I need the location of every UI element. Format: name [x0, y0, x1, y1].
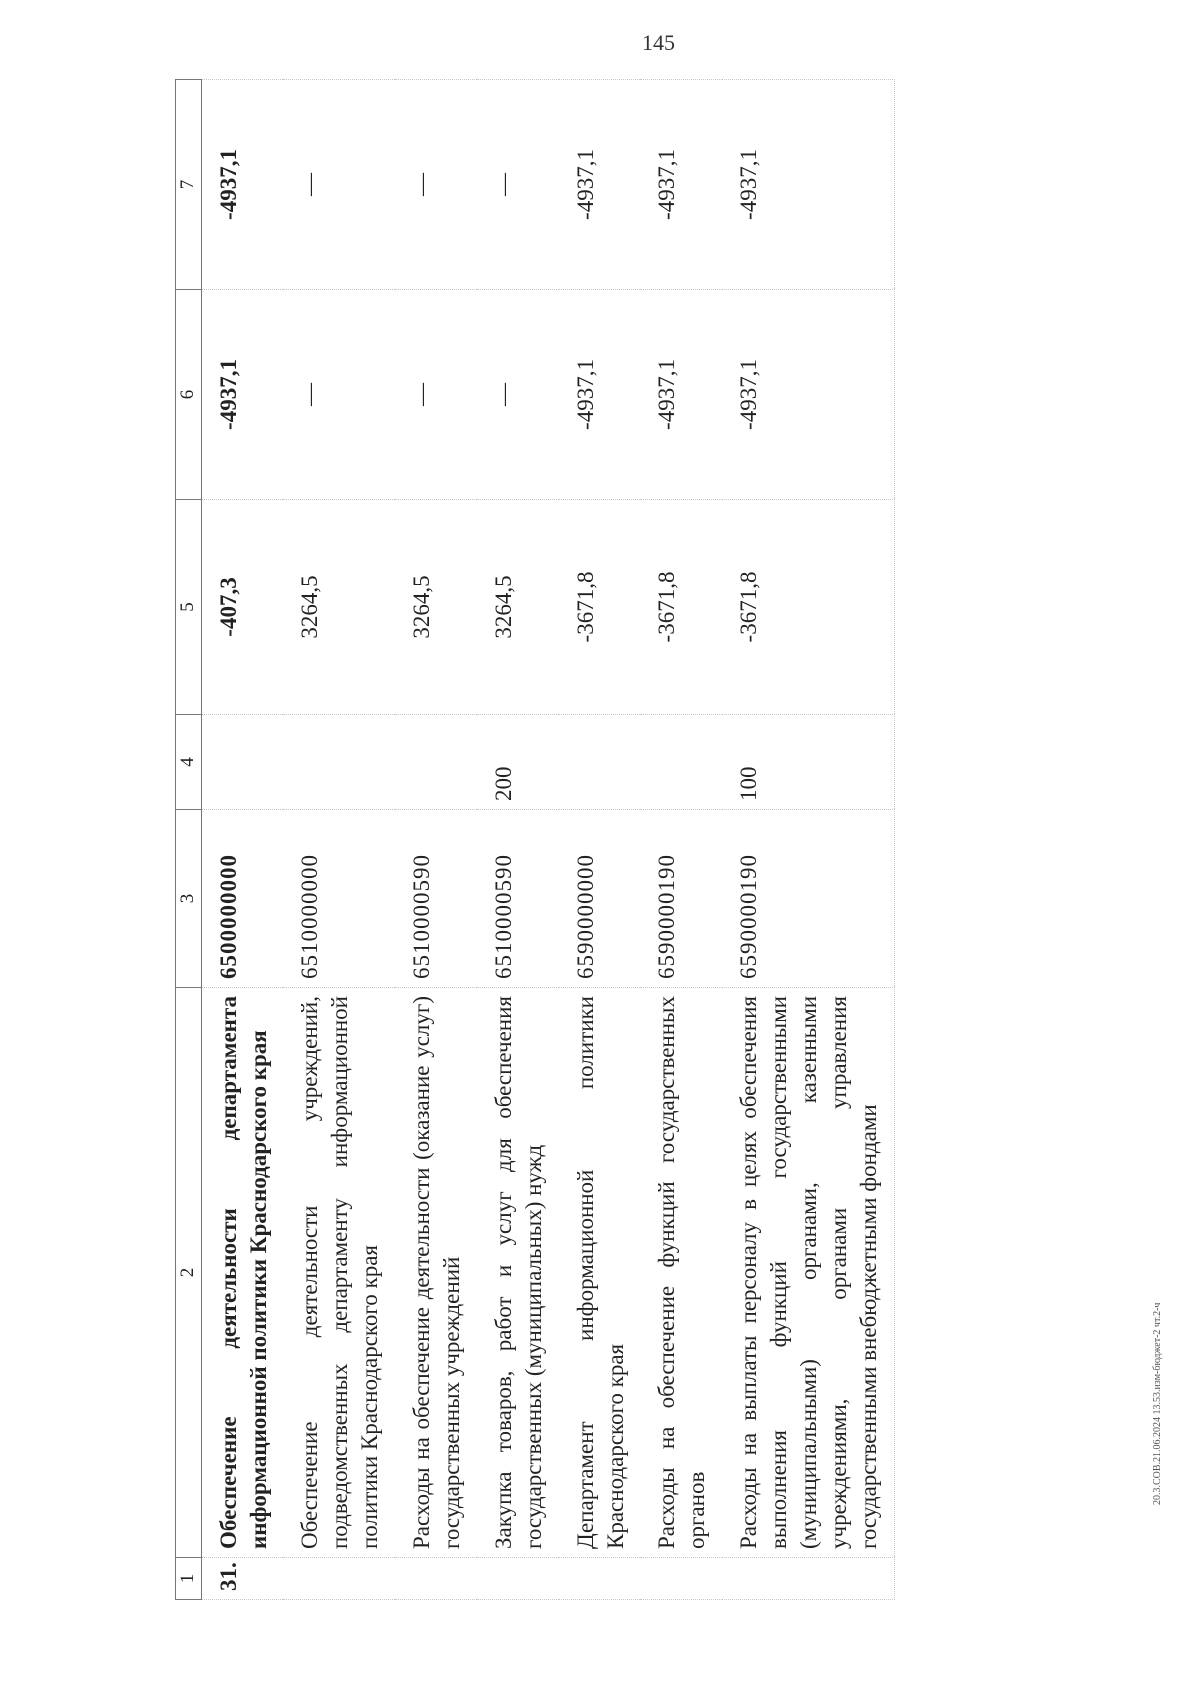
rotated-page-content [175, 80, 1200, 1600]
amount-col5: -407,3 [201, 500, 283, 715]
target-article-code: 6590000190 [640, 810, 722, 988]
amount-col6: — [283, 290, 395, 500]
column-header: 1 [176, 1558, 202, 1600]
column-header: 3 [176, 810, 202, 988]
column-header: 7 [176, 80, 202, 290]
amount-col5: -3671,8 [640, 500, 722, 715]
amount-col5: 3264,5 [283, 500, 395, 715]
amount-col7: — [283, 80, 395, 290]
target-article-code: 6510000000 [283, 810, 395, 988]
column-header: 5 [176, 500, 202, 715]
expense-type-code [283, 715, 395, 810]
row-number [722, 1558, 894, 1600]
expense-type-code [640, 715, 722, 810]
amount-col6: — [395, 290, 477, 500]
amount-col7: -4937,1 [559, 80, 641, 290]
table-row [395, 80, 477, 1600]
amount-col7: -4937,1 [640, 80, 722, 290]
target-article-code: 6590000190 [722, 810, 894, 988]
amount-col6: -4937,1 [722, 290, 894, 500]
row-number: 31. [201, 1558, 283, 1600]
target-article-code: 6500000000 [201, 810, 283, 988]
amount-col6: -4937,1 [640, 290, 722, 500]
column-header: 4 [176, 715, 202, 810]
amount-col7: — [477, 80, 559, 290]
target-article-code: 6510000590 [395, 810, 477, 988]
expense-type-code [201, 715, 283, 810]
amount-col7: -4937,1 [201, 80, 283, 290]
amount-col6: — [477, 290, 559, 500]
table-row [201, 80, 283, 1600]
table-row [640, 80, 722, 1600]
expense-name: Расходы на обеспечение функций государственных органов [640, 988, 722, 1558]
expense-name: Обеспечение деятельности департамента информационной политики Краснодарского края [201, 988, 283, 1558]
table-row [559, 80, 641, 1600]
expense-name: Расходы на выплаты персоналу в целях обеспечения выполнения функций государственными (муниципальными) органами, казенными учреждениями, органами управления государственными внебюджетными фондами [722, 988, 894, 1558]
target-article-code: 6590000000 [559, 810, 641, 988]
column-number-row [176, 80, 202, 1600]
expense-type-code [395, 715, 477, 810]
column-header: 6 [176, 290, 202, 500]
row-number [559, 1558, 641, 1600]
target-article-code: 6510000590 [477, 810, 559, 988]
expense-type-code: 100 [722, 715, 894, 810]
column-header: 2 [176, 988, 202, 1558]
expense-type-code [559, 715, 641, 810]
amount-col7: -4937,1 [722, 80, 894, 290]
row-number [395, 1558, 477, 1600]
budget-table [175, 79, 895, 1600]
expense-name: Расходы на обеспечение деятельности (оказание услуг) государственных учреждений [395, 988, 477, 1558]
amount-col6: -4937,1 [201, 290, 283, 500]
amount-col7: — [395, 80, 477, 290]
row-number [640, 1558, 722, 1600]
table-row [477, 80, 559, 1600]
row-number [283, 1558, 395, 1600]
expense-name: Департамент информационной политики Краснодарского края [559, 988, 641, 1558]
document-footer-note: 20.3.СОВ.21.06.2024 13.53.изм-бюджет-2 чт.2-ч [1152, 1302, 1163, 1505]
amount-col5: 3264,5 [395, 500, 477, 715]
expense-name: Закупка товаров, работ и услуг для обеспечения государственных (муниципальных) нужд [477, 988, 559, 1558]
row-number [477, 1558, 559, 1600]
expense-name: Обеспечение деятельности учреждений, подведомственных департаменту информационной политики Краснодарского края [283, 988, 395, 1558]
expense-type-code: 200 [477, 715, 559, 810]
page-number: 145 [642, 30, 675, 55]
table-row [283, 80, 395, 1600]
table-row [722, 80, 894, 1600]
amount-col6: -4937,1 [559, 290, 641, 500]
amount-col5: 3264,5 [477, 500, 559, 715]
amount-col5: -3671,8 [559, 500, 641, 715]
amount-col5: -3671,8 [722, 500, 894, 715]
